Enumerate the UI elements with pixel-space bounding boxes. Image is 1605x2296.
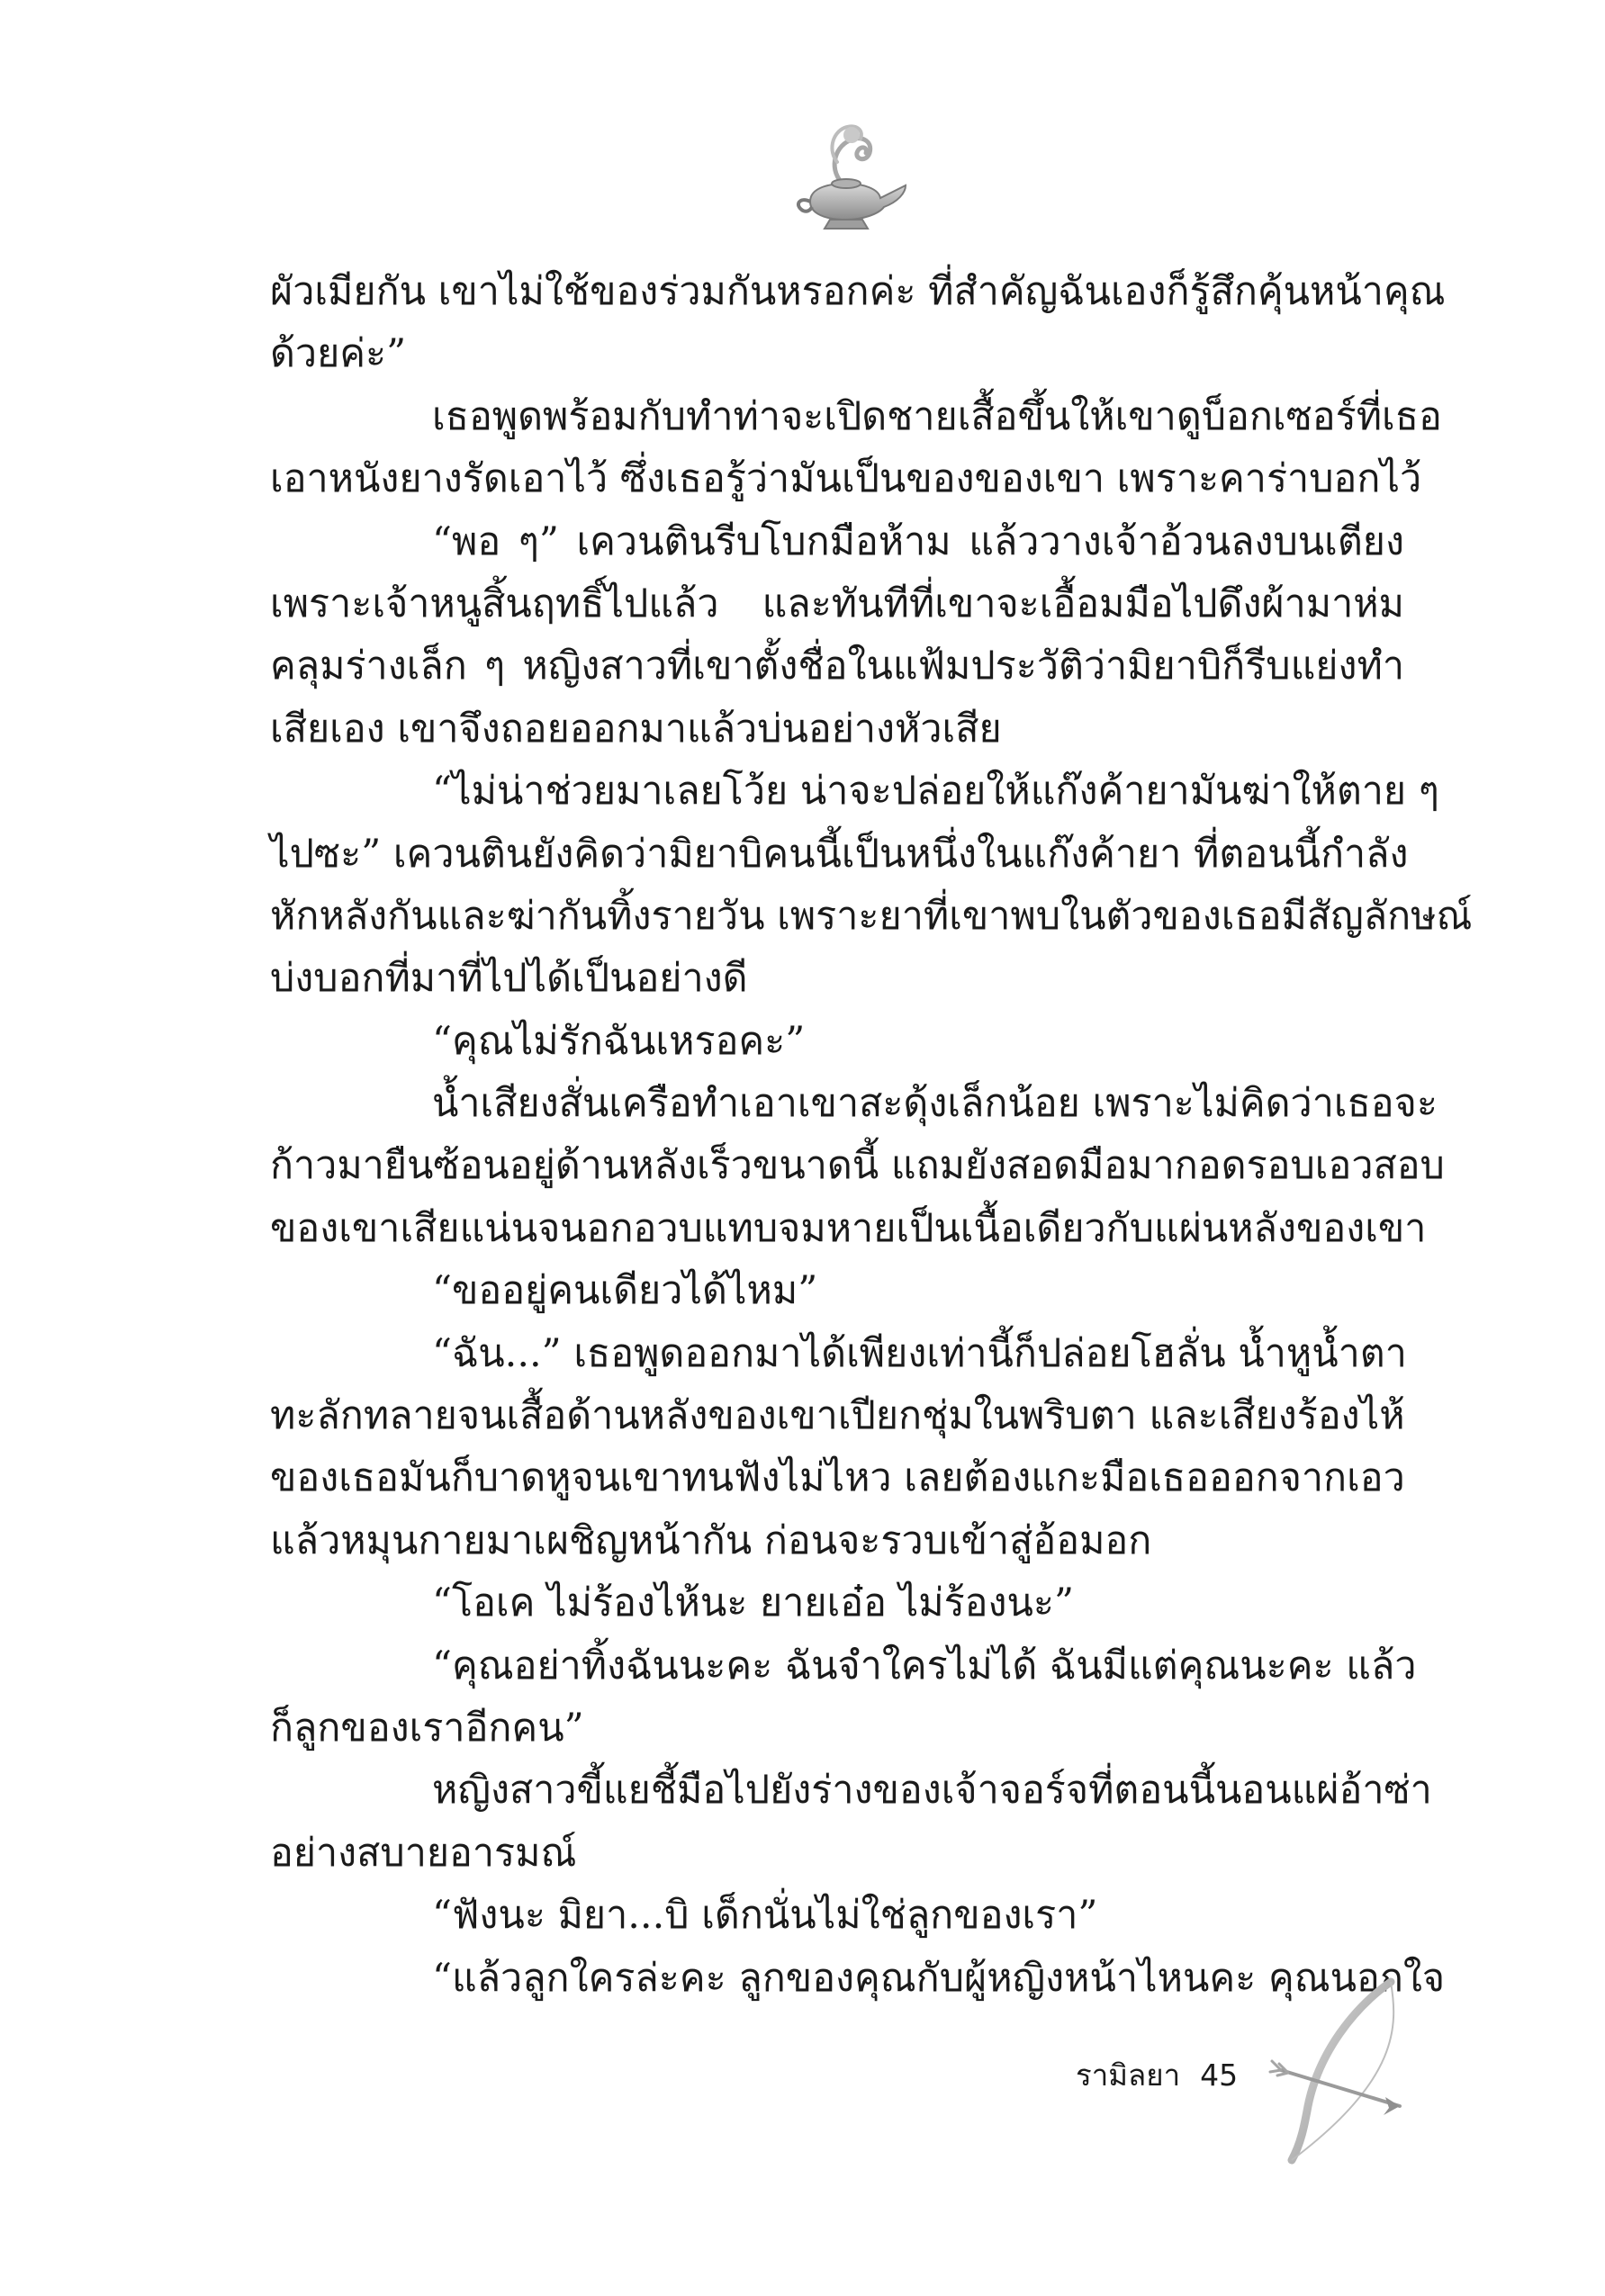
text-line: แล้วหมุนกายมาเผชิญหน้ากัน ก่อนจะรวบเข้าสู่อ้อมอก — [270, 1517, 1152, 1563]
text-line: “แล้วลูกใครล่ะคะ ลูกของคุณกับผู้หญิงหน้าไหนคะ คุณนอกใจ — [432, 1955, 1446, 2001]
text-line: ไปซะ” เควนตินยังคิดว่ามิยาบิคนนี้เป็นหนึ่งในแก๊งค้ายา ที่ตอนนี้กำลัง — [270, 831, 1409, 877]
text-line: หญิงสาวขี้แยชี้มือไปยังร่างของเจ้าจอร์จที่ตอนนี้นอนแผ่อ้าซ่า — [432, 1768, 1432, 1814]
text-line: ผัวเมียกัน เขาไม่ใช้ของร่วมกันหรอกค่ะ ที่สำคัญฉันเองก็รู้สึกคุ้นหน้าคุณ — [270, 269, 1446, 314]
text-line: ด้วยค่ะ” — [270, 331, 407, 377]
text-line: “ฟังนะ มิยา...บิ เด็กนั่นไม่ใช่ลูกของเรา” — [432, 1893, 1098, 1939]
body-text — [270, 261, 1473, 2010]
text-line: ของเธอมันก็บาดหูจนเขาทนฟังไม่ไหว เลยต้องแกะมือเธอออกจากเอว — [270, 1455, 1405, 1501]
text-line: “คุณไม่รักฉันเหรอคะ” — [432, 1018, 806, 1064]
text-line: เอาหนังยางรัดเอาไว้ ซึ่งเธอรู้ว่ามันเป็นของของเขา เพราะคาร่าบอกไว้ — [270, 456, 1422, 502]
text-line: “โอเค ไม่ร้องไห้นะ ยายเอ๋อ ไม่ร้องนะ” — [432, 1580, 1074, 1626]
text-line: เธอพูดพร้อมกับทำท่าจะเปิดชายเสื้อขึ้นให้เขาดูบ็อกเซอร์ที่เธอ — [432, 393, 1442, 439]
text-line: ก้าวมายืนซ้อนอยู่ด้านหลังเร็วขนาดนี้ แถมยังสอดมือมากอดรอบเอวสอบ — [270, 1143, 1445, 1189]
text-line: ทะลักทลายจนเสื้อด้านหลังของเขาเปียกชุ่มในพริบตา และเสียงร้องไห้ — [270, 1393, 1405, 1439]
text-line: “พอ ๆ” เควนตินรีบโบกมือห้าม แล้ววางเจ้าอ้วนลงบนเตียง — [432, 518, 1404, 564]
text-line: เสียเอง เขาจึงถอยออกมาแล้วบ่นอย่างหัวเสีย — [270, 706, 1002, 752]
text-line: ของเขาเสียแน่นจนอกอวบแทบจมหายเป็นเนื้อเดียวกับแผ่นหลังของเขา — [270, 1205, 1427, 1251]
page-footer — [1076, 2043, 1238, 2106]
text-line: คลุมร่างเล็ก ๆ หญิงสาวที่เขาตั้งชื่อในแฟ้มประวัติว่ามิยาบิก็รีบแย่งทำ — [270, 644, 1404, 689]
text-line: ก็ลูกของเราอีกคน” — [270, 1705, 584, 1751]
text-line: หักหลังกันและฆ่ากันทิ้งรายวัน เพราะยาที่เขาพบในตัวของเธอมีสัญลักษณ์ — [270, 893, 1473, 939]
page-number: 45 — [1200, 2057, 1239, 2093]
text-line: “ไม่น่าช่วยมาเลยโว้ย น่าจะปล่อยให้แก๊งค้ายามันฆ่าให้ตาย ๆ — [432, 769, 1439, 815]
text-line: อย่างสบายอารมณ์ — [270, 1830, 577, 1876]
text-line: บ่งบอกที่มาที่ไปได้เป็นอย่างดี — [270, 956, 748, 1002]
text-line: เพราะเจ้าหนูสิ้นฤทธิ์ไปแล้ว และทันทีที่เขาจะเอื้อมมือไปดึงผ้ามาห่ม — [270, 581, 1404, 626]
text-line: “คุณอย่าทิ้งฉันนะคะ ฉันจำใครไม่ได้ ฉันมีแต่คุณนะคะ แล้ว — [432, 1643, 1417, 1688]
bow-and-arrow-icon — [1265, 1971, 1418, 2169]
text-line: น้ำเสียงสั่นเครือทำเอาเขาสะดุ้งเล็กน้อย เพราะไม่คิดว่าเธอจะ — [432, 1081, 1438, 1127]
text-line: “ขออยู่คนเดียวได้ไหม” — [432, 1268, 818, 1314]
text-line: “ฉัน...” เธอพูดออกมาได้เพียงเท่านี้ก็ปล่อยโฮลั่น น้ำหูน้ำตา — [432, 1330, 1407, 1376]
genie-lamp-icon — [774, 108, 918, 252]
running-title: รามิลยา — [1076, 2057, 1181, 2093]
